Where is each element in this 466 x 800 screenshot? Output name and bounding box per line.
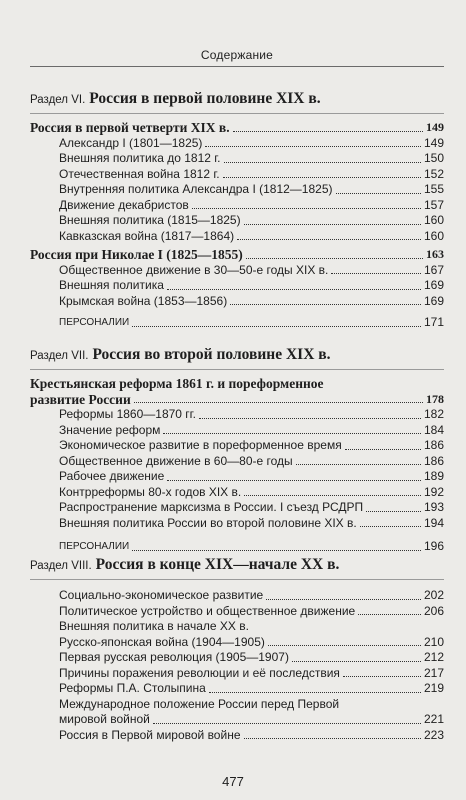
- dot-leader: [345, 449, 421, 450]
- dot-leader: [266, 599, 421, 600]
- page-ref: 150: [423, 151, 444, 165]
- toc-persons[interactable]: [30, 315, 444, 331]
- item-title: Первая русская революция (1905—1907): [59, 650, 289, 664]
- page-ref: 186: [423, 438, 444, 452]
- item-title: мировой войной: [59, 712, 150, 726]
- item-title: Причины поражения революции и её последствия: [59, 665, 340, 680]
- chapter-title: развитие России: [30, 391, 131, 407]
- dot-leader: [209, 692, 421, 693]
- dot-leader: [233, 131, 423, 132]
- section-name: Россия в конце XIX—начале XX в.: [95, 556, 340, 573]
- toc-item[interactable]: [30, 278, 444, 294]
- toc-item[interactable]: [30, 728, 444, 744]
- section-label: Раздел VIII.: [30, 560, 92, 572]
- toc-item[interactable]: [30, 213, 444, 229]
- toc-persons[interactable]: [30, 539, 444, 555]
- toc-item[interactable]: [30, 198, 444, 214]
- toc-chapter[interactable]: [30, 120, 444, 136]
- section-label: Раздел VI.: [30, 94, 86, 106]
- dot-leader: [244, 738, 421, 739]
- item-title: Кавказская война (1817—1864): [59, 228, 235, 243]
- page-ref: 223: [423, 727, 444, 742]
- dot-leader: [358, 614, 421, 615]
- item-title: Крымская война (1853—1856): [59, 293, 228, 308]
- section-name: Россия в первой половине XIX в.: [89, 90, 321, 107]
- toc-item[interactable]: [30, 500, 444, 516]
- dot-leader: [167, 289, 421, 290]
- page-ref: 160: [423, 213, 444, 227]
- dot-leader: [192, 208, 421, 209]
- page-ref: 219: [423, 681, 444, 695]
- toc-chapter[interactable]: [30, 247, 444, 263]
- item-title: Социально-экономическое развитие: [59, 588, 264, 602]
- toc-item[interactable]: [30, 712, 444, 728]
- page-ref: 155: [423, 182, 444, 196]
- dot-leader: [199, 418, 421, 419]
- dot-leader: [366, 511, 421, 512]
- toc-item[interactable]: [30, 619, 444, 635]
- item-title: Россия в Первой мировой войне: [59, 727, 241, 742]
- page-ref: 210: [423, 634, 444, 649]
- page-ref: 217: [423, 665, 444, 680]
- page-ref: 189: [423, 469, 444, 483]
- toc-chapter[interactable]: [30, 392, 444, 408]
- item-title: Внешняя политика в начале XX в.: [59, 619, 249, 633]
- persons-title: ПЕРСОНАЛИИ: [59, 317, 130, 328]
- page-ref: 178: [426, 391, 444, 406]
- toc-item[interactable]: [30, 469, 444, 485]
- page-ref: 157: [423, 197, 444, 212]
- page-ref: 221: [423, 712, 444, 726]
- page-header: [30, 48, 444, 67]
- page-ref: 186: [423, 453, 444, 468]
- item-title: Движение декабристов: [59, 197, 189, 212]
- toc-item[interactable]: [30, 229, 444, 245]
- section-name: Россия во второй половине XIX в.: [92, 346, 331, 363]
- toc-item[interactable]: [30, 516, 444, 532]
- item-title: Контрреформы 80-х годов XIX в.: [59, 484, 242, 499]
- toc-item[interactable]: [30, 588, 444, 604]
- item-title: Общественное движение в 60—80-е годы: [59, 453, 293, 468]
- item-title: Отечественная война 1812 г.: [59, 166, 220, 181]
- toc-item[interactable]: [30, 294, 444, 310]
- page-ref: 182: [423, 407, 444, 421]
- dot-leader: [237, 239, 421, 240]
- page-ref: 212: [423, 650, 444, 664]
- item-title: Распространение марксизма в России. I съезд РСДРП: [59, 500, 364, 514]
- page-ref: 160: [423, 228, 444, 243]
- page-ref: 194: [423, 515, 444, 530]
- dot-leader: [163, 433, 421, 434]
- toc-item[interactable]: [30, 423, 444, 439]
- page-ref: 202: [423, 588, 444, 602]
- item-title: Внутренняя политика Александра I (1812—1825): [59, 182, 333, 196]
- toc-item[interactable]: [30, 454, 444, 470]
- header-title: Содержание: [200, 48, 274, 62]
- toc-item[interactable]: [30, 151, 444, 167]
- page-ref: 149: [426, 120, 444, 134]
- toc-item[interactable]: [30, 136, 444, 152]
- page-ref: 167: [423, 262, 444, 277]
- section-vi: [30, 90, 444, 331]
- dot-leader: [167, 480, 421, 481]
- chapter-title: Россия при Николае I (1825—1855): [30, 247, 243, 262]
- dot-leader: [268, 645, 421, 646]
- dot-leader: [360, 526, 421, 527]
- page-ref: 149: [423, 135, 444, 150]
- page-ref: 192: [423, 484, 444, 499]
- dot-leader: [296, 464, 421, 465]
- page-number: 477: [222, 774, 244, 789]
- section-label: Раздел VII.: [30, 350, 89, 362]
- item-title: Экономическое развитие в пореформенное время: [59, 438, 342, 452]
- item-title: Значение реформ: [59, 422, 161, 437]
- chapter-title: Россия в первой четверти XIX в.: [30, 120, 230, 135]
- item-title: Реформы П.А. Столыпина: [59, 681, 206, 695]
- dot-leader: [244, 495, 421, 496]
- dot-leader: [331, 273, 421, 274]
- dot-leader: [205, 146, 421, 147]
- page-ref: 163: [426, 247, 444, 261]
- page-ref: 169: [423, 293, 444, 308]
- item-title: Политическое устройство и общественное движение: [59, 603, 356, 618]
- item-title: Внешняя политика до 1812 г.: [59, 151, 221, 165]
- dot-leader: [223, 177, 421, 178]
- toc-item[interactable]: [30, 650, 444, 666]
- item-title: Внешняя политика России во второй половине XIX в.: [59, 515, 357, 530]
- page-ref: 196: [423, 539, 444, 553]
- toc-item-line: Международное положение России перед Первой: [59, 696, 340, 711]
- page-ref: 193: [423, 500, 444, 514]
- toc-item[interactable]: [30, 485, 444, 501]
- page-ref: 184: [423, 422, 444, 437]
- toc-item[interactable]: [30, 666, 444, 682]
- section-vii: [30, 346, 444, 555]
- dot-leader: [230, 304, 421, 305]
- page-ref: 152: [423, 166, 444, 181]
- chapter-title-line: Крестьянская реформа 1861 г. и пореформенное: [30, 376, 324, 391]
- toc-item[interactable]: [30, 604, 444, 620]
- dot-leader: [336, 193, 421, 194]
- toc-item[interactable]: [30, 263, 444, 279]
- dot-leader: [244, 224, 421, 225]
- toc-item[interactable]: [30, 407, 444, 423]
- toc-item[interactable]: [30, 681, 444, 697]
- section-title: [30, 346, 444, 365]
- item-title: Александр I (1801—1825): [59, 135, 203, 150]
- dot-leader: [153, 723, 421, 724]
- dot-leader: [292, 661, 421, 662]
- dot-leader: [132, 326, 421, 327]
- section-title: [30, 556, 444, 575]
- section-viii: [30, 556, 444, 743]
- persons-title: ПЕРСОНАЛИИ: [59, 541, 130, 552]
- page-ref: 206: [423, 603, 444, 618]
- dot-leader: [246, 258, 423, 259]
- dot-leader: [343, 676, 421, 677]
- section-title: [30, 90, 444, 109]
- item-title: Реформы 1860—1870 гг.: [59, 407, 196, 421]
- toc-item[interactable]: [30, 438, 444, 454]
- dot-leader: [132, 550, 421, 551]
- item-title: Русско-японская война (1904—1905): [59, 634, 265, 649]
- item-title: Рабочее движение: [59, 469, 165, 483]
- item-title: Общественное движение в 30—50-е годы XIX в.: [59, 262, 329, 277]
- item-title: Внешняя политика: [59, 278, 164, 292]
- page-ref: 169: [423, 278, 444, 292]
- toc-item[interactable]: [30, 182, 444, 198]
- toc-item[interactable]: [30, 635, 444, 651]
- dot-leader: [224, 162, 421, 163]
- item-title: Внешняя политика (1815—1825): [59, 213, 241, 227]
- page-ref: 171: [423, 315, 444, 329]
- toc-item[interactable]: [30, 167, 444, 183]
- dot-leader: [134, 402, 423, 403]
